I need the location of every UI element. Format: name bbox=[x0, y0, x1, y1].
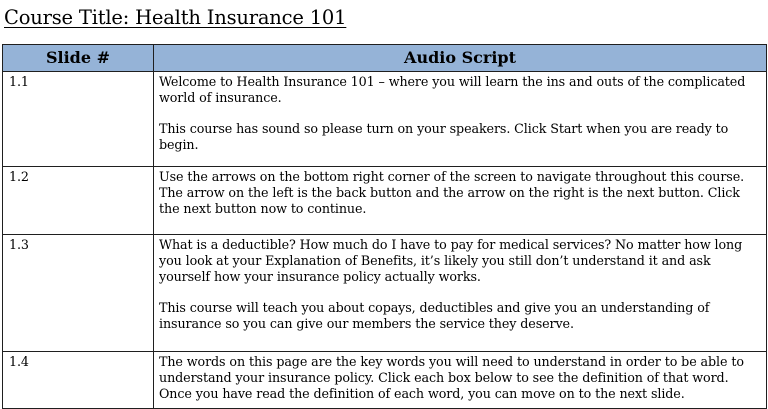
audio-script-cell bbox=[154, 235, 767, 352]
audio-script-cell bbox=[154, 167, 767, 235]
audio-script-cell bbox=[154, 72, 767, 167]
slide-number-cell: 1.2 bbox=[3, 167, 154, 235]
script-paragraph: Use the arrows on the bottom right corner of the screen to navigate throughout this course. The arrow on the left is the back button and the arrow on the right is the next button. Click the next button now to continue. bbox=[159, 169, 745, 216]
slide-number-cell: 1.4 bbox=[3, 352, 154, 409]
table-header-row bbox=[3, 45, 767, 72]
script-paragraph: Welcome to Health Insurance 101 – where you will learn the ins and outs of the complicated world of insurance. bbox=[159, 74, 746, 105]
table-row bbox=[3, 352, 767, 409]
slide-number-cell: 1.1 bbox=[3, 72, 154, 167]
header-slide-number: Slide # bbox=[3, 45, 154, 72]
header-audio-script: Audio Script bbox=[154, 45, 767, 72]
table-row bbox=[3, 235, 767, 352]
table-row bbox=[3, 167, 767, 235]
audio-script-table bbox=[2, 44, 767, 409]
slide-number-cell: 1.3 bbox=[3, 235, 154, 352]
audio-script-cell bbox=[154, 352, 767, 409]
script-paragraph: What is a deductible? How much do I have to pay for medical services? No matter how long you look at your Explanation of Benefits, it’s likely you still don’t understand it and ask yourself how your insurance policy actually works. bbox=[159, 237, 743, 284]
table-row bbox=[3, 72, 767, 167]
course-title: Course Title: Health Insurance 101 bbox=[4, 6, 347, 29]
script-paragraph: The words on this page are the key words you will need to understand in order to be able to understand your insurance policy. Click each box below to see the definition of that word. Once you have read the definition of each word, you can move on to the next slide. bbox=[159, 354, 744, 401]
script-paragraph: This course will teach you about copays, deductibles and give you an understanding of insurance so you can give our members the service they deserve. bbox=[159, 300, 710, 331]
script-paragraph: This course has sound so please turn on your speakers. Click Start when you are ready to begin. bbox=[159, 121, 729, 152]
